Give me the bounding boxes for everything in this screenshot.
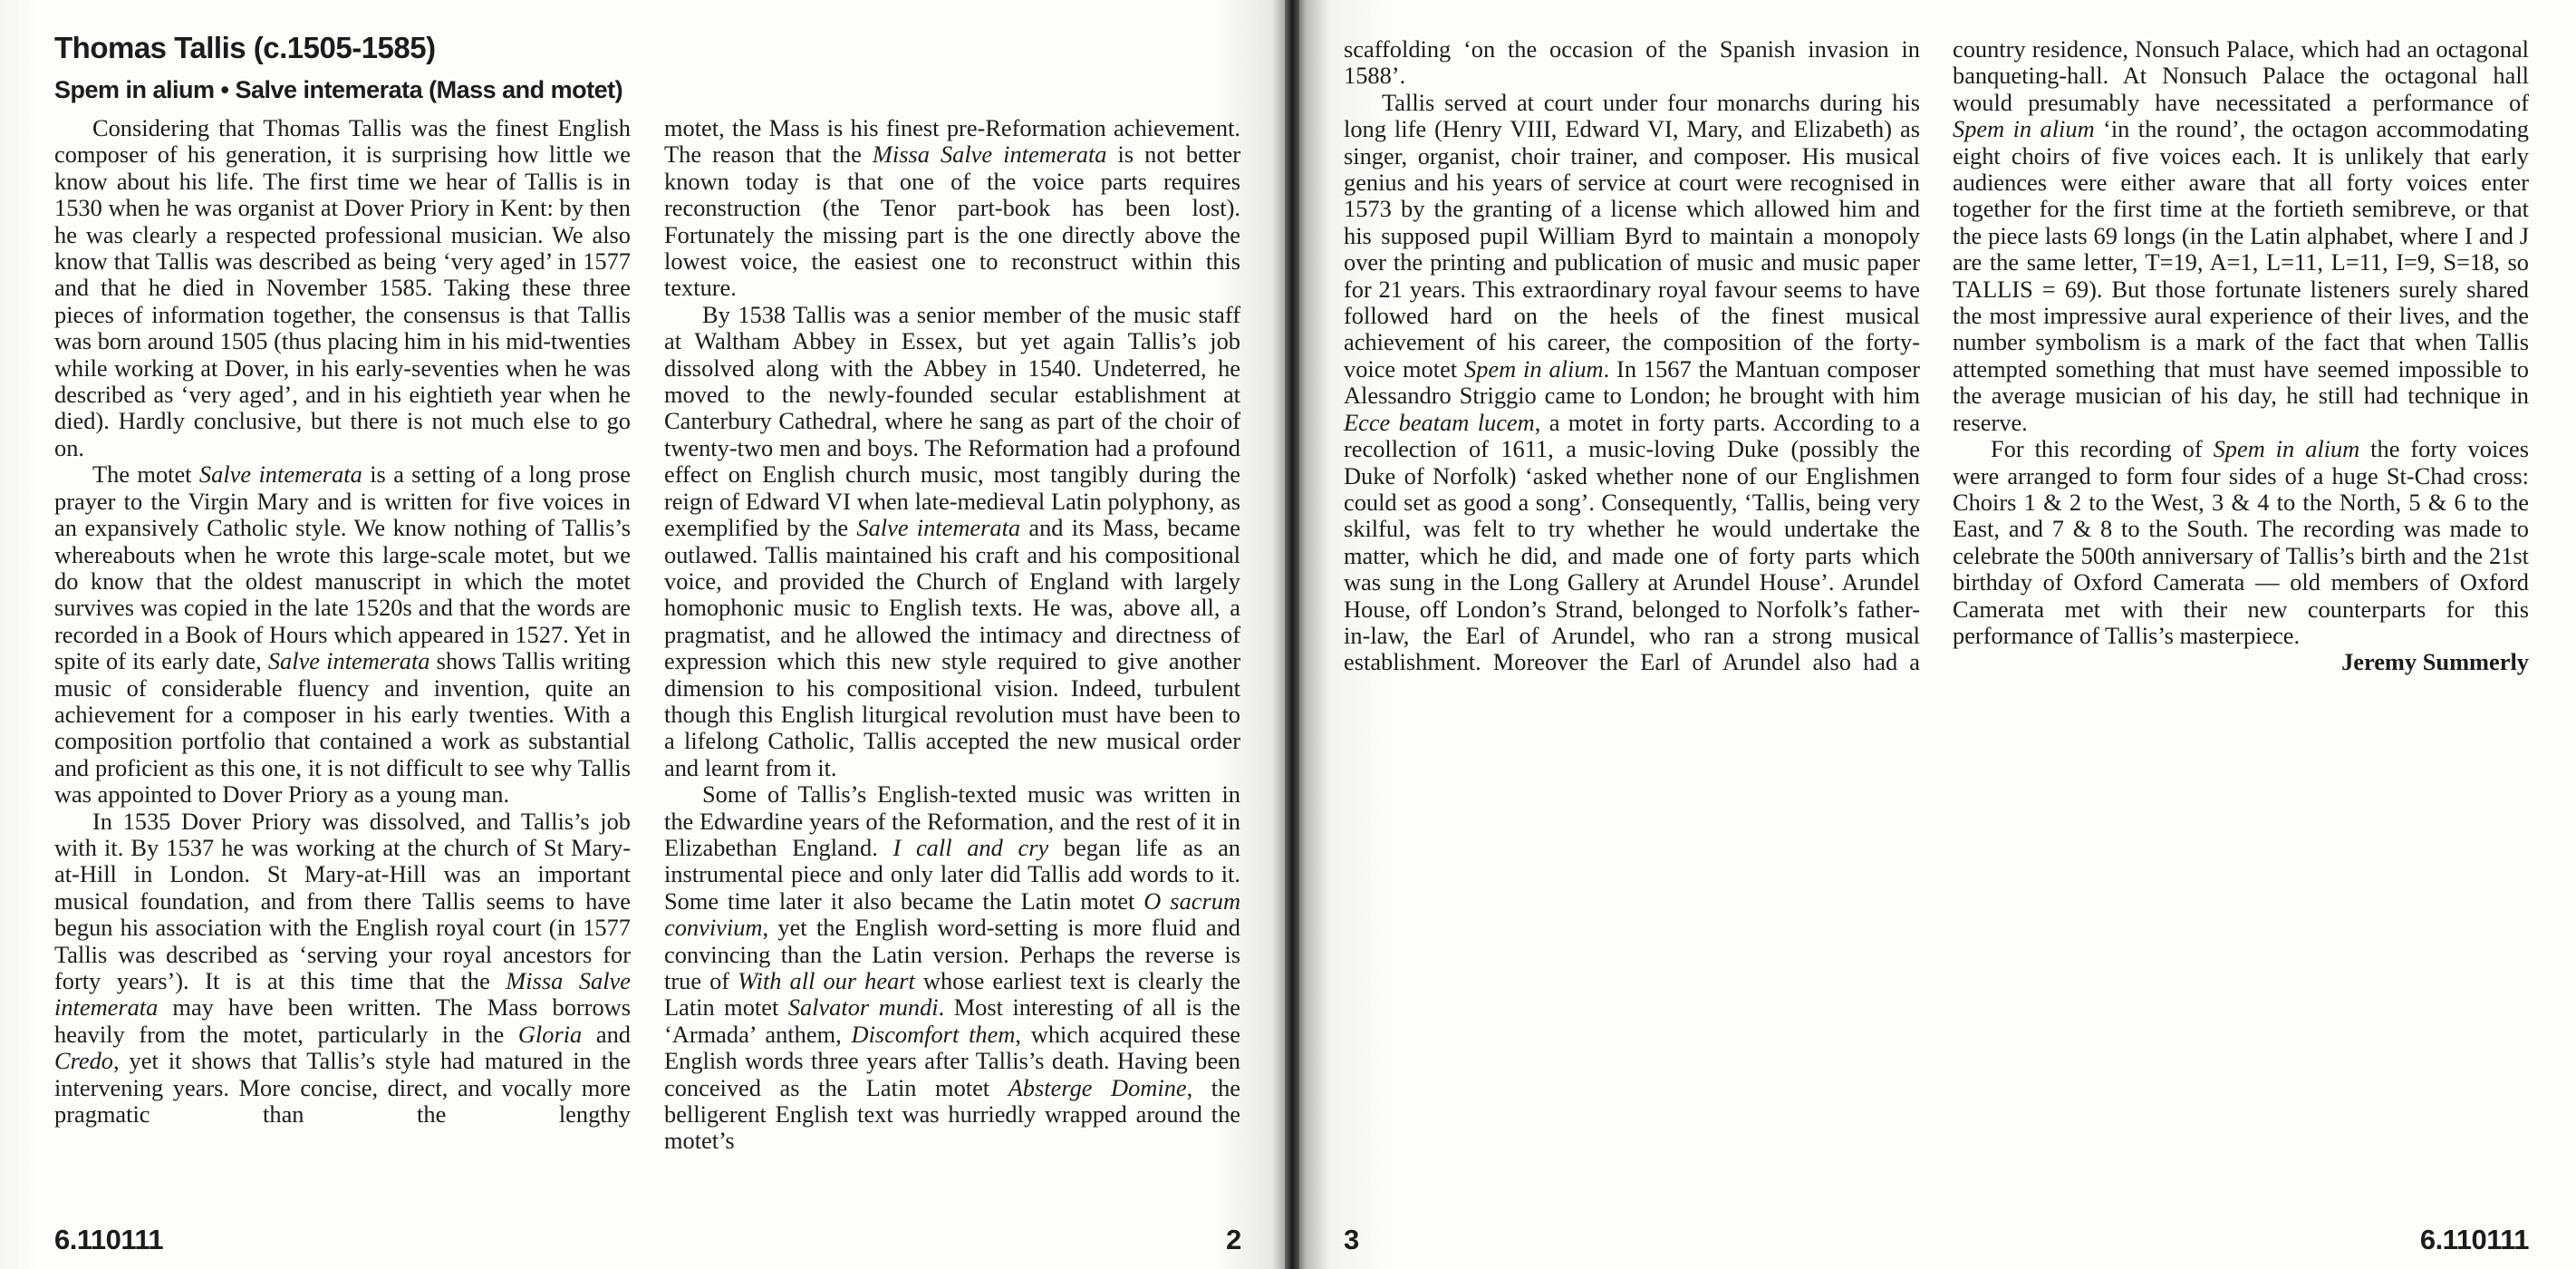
italic-title-text: Salve intemerata	[198, 460, 362, 489]
body-text: shows Tallis writing music of considerable fluency and invention, quite an achievement for a composer in his early twenties. With a composition portfolio that contained a work as substantial and proficient as this one, it is not difficult to see why Tallis was appointed to Dover Priory as a young man.	[54, 647, 631, 809]
body-text: the forty voices were arranged to form four sides of a huge St-Chad cross: Choirs 1 & 2 to the West, 3 & 4 to the North, 5 & 6 to the East, and 7 & 8 to the South. The recording was made to celebrate the 500th anniversary of Tallis’s birth and the 21st birthday of Oxford Camerata — old members of Oxford Camerata met with their new counterparts for this performance of Tallis’s masterpiece.	[1953, 435, 2529, 649]
text-column-4	[1953, 36, 2529, 676]
paragraph	[54, 809, 631, 1129]
body-text: , a motet in forty parts. According to a recollection of 1611, a music-loving Duke (possibly the Duke of Norfolk) ‘asked whether none of our Englishmen could set as good a song’. Consequently, ‘Tallis, being very skilful, was felt to try whether he would undertake the matter, which he did, and made one of forty parts which was sung in the Long Gallery at Arundel House’. Arundel House, off London’s Strand, belonged to Norfolk’s father-in-law, the Earl of Arundel, who ran a strong musical establishment. Moreover the Earl of Arundel also had a	[1344, 408, 1920, 676]
italic-title-text: Discomfort them	[851, 1020, 1016, 1048]
paragraph	[664, 115, 1240, 302]
text-column-3	[1344, 36, 1920, 676]
italic-title-text: With all our heart	[738, 967, 915, 994]
body-text: , yet it shows that Tallis’s style had matured in the intervening years. More concise, direct, and vocally more pragmatic than the lengthy	[54, 1047, 631, 1129]
body-text: Tallis served at court under four monarchs during his long life (Henry VIII, Edward VI, Mary, and Elizabeth) as singer, organist, choir trainer, and composer. His musical genius and his years of service at court were recognised in 1573 by the granting of a license which allowed him and his supposed pupil William Byrd to maintain a monopoly over the printing and publication of music and music paper for 21 years. This extraordinary royal favour seems to have followed hard on the heels of the finest musical achievement of his career, the composition of the forty-voice motet	[1344, 88, 1920, 383]
body-text: is not better known today is that one of the voice parts requires reconstruction (the Tenor part-book has been lost). Fortunately the missing part is the one directly above the lowest voice, the easiest one to reconstruct within this texture.	[664, 140, 1240, 302]
paragraph	[1344, 90, 1920, 676]
italic-title-text: Salvator mundi	[787, 993, 939, 1022]
body-text: and its Mass, became outlawed. Tallis maintained his craft and his compositional voice, and provided the Church of England with largely homophonic music to English texts. He was, above all, a pragmatist, and he allowed the intimacy and directness of expression which this new style required to give another dimension to his compositional vision. Indeed, turbulent though this English liturgical revolution must have been to a lifelong Catholic, Tallis accepted the new musical order and learnt from it.	[664, 514, 1241, 781]
body-text: . Most interesting of all is the ‘Armada’ anthem,	[664, 993, 1240, 1048]
page-subtitle: Spem in alium • Salve intemerata (Mass and motet)	[54, 76, 623, 103]
body-text: In 1535 Dover Priory was dissolved, and Tallis’s job with it. By 1537 he was working at the church of St Mary-at-Hill in London. St Mary-at-Hill was an important musical foundation, and from there Tallis seems to have begun his association with the English royal court (in 1577 Tallis was described as ‘serving your royal ancestors for forty years’). It is at this time that the	[54, 807, 631, 994]
body-text: began life as an instrumental piece and only later did Tallis add words to it. Some time later it also became the Latin motet	[664, 833, 1241, 915]
italic-title-text: Salve intemerata	[856, 514, 1021, 542]
booklet-spine-fold	[1285, 0, 1299, 1269]
paragraph	[664, 781, 1240, 1155]
body-text: country residence, Nonsuch Palace, which had an octagonal banqueting-hall. At Nonsuch Palace the octagonal hall would presumably have necessitated a performance of	[1953, 35, 2529, 116]
body-text: Some of Tallis’s English-texted music was written in the Edwardine years of the Reformation, and the rest of it in Elizabethan England.	[664, 780, 1240, 861]
author-signature: Jeremy Summerly	[2341, 648, 2529, 676]
italic-title-text: I call and cry	[892, 833, 1049, 861]
body-text: is a setting of a long prose prayer to the Virgin Mary and is written for five voices in an expansively Catholic style. We know nothing of Tallis’s whereabouts when he wrote this large-scale motet, but we do know that the oldest manuscript in which the motet survives was copied in the late 1520s and that the words are recorded in a Book of Hours which appeared in 1527. Yet in spite of its early date,	[54, 460, 632, 675]
page-title: Thomas Tallis (c.1505-1585)	[54, 31, 436, 64]
italic-title-text: Credo	[54, 1047, 113, 1075]
body-text: scaffolding ‘on the occasion of the Spanish invasion in 1588’.	[1344, 35, 1920, 90]
paragraph	[664, 302, 1240, 781]
body-text: , yet the English word-setting is more fluid and convincing than the Latin version. Perhaps the reverse is true of	[664, 914, 1240, 994]
italic-title-text: Spem in alium	[1953, 115, 2095, 143]
italic-title-text: Ecce beatam lucem	[1344, 408, 1535, 436]
body-text: By 1538 Tallis was a senior member of the music staff at Waltham Abbey in Essex, but yet again Tallis’s job dissolved along with the Abbey in 1540. Undeterred, he moved to the newly-founded secular establishment at Canterbury Cathedral, where he sang as part of the choir of twenty-two men and boys. The Reformation had a profound effect on English church music, most tangibly during the reign of Edward VI when late-medieval Latin polyphony, as exemplified by the	[664, 300, 1240, 542]
page-number-right: 3	[1344, 1224, 1359, 1255]
page-number-left: 2	[1226, 1224, 1241, 1255]
italic-title-text: Missa Salve intemerata	[872, 140, 1107, 169]
body-text: and	[582, 1020, 632, 1048]
body-text: may have been written. The Mass borrows heavily from the motet, particularly in the	[54, 993, 631, 1048]
paragraph	[54, 461, 631, 808]
body-text: For this recording of	[1991, 435, 2214, 463]
body-text: . In 1567 the Mantuan composer Alessandro Striggio came to London; he brought with him	[1344, 354, 1920, 410]
body-text: motet, the Mass is his finest pre-Reformation achievement. The reason that the	[664, 114, 1240, 169]
right-page	[1291, 0, 2576, 1269]
paragraph	[1344, 36, 1920, 90]
italic-title-text: Missa Salve intemerata	[54, 967, 631, 1022]
catalogue-number-left: 6.110111	[54, 1224, 164, 1255]
text-column-1	[54, 115, 631, 1128]
body-text: whose earliest text is clearly the Latin motet	[664, 967, 1240, 1022]
italic-title-text: Absterge Domine	[1008, 1073, 1187, 1101]
text-column-2	[664, 115, 1240, 1155]
italic-title-text: Salve intemerata	[267, 647, 430, 675]
body-text: , the belligerent English text was hurriedly wrapped around the motet’s	[664, 1073, 1241, 1155]
body-text: ‘in the round’, the octagon accommodating eight choirs of five voices each. It is unlikely that early audiences were either aware that all forty voices enter together for the first time at the fortieth semibreve, or that the piece lasts 69 longs (in the Latin alphabet, where I and J are the same letter, T=19, A=1, L=11, L=11, I=9, S=18, so TALLIS = 69). But those fortunate listeners surely shared the most impressive aural experience of their lives, and the number symbolism is a mark of the fact that when Tallis attempted something that must have seemed impossible to the average musician of his day, he still had technique in reserve.	[1953, 115, 2529, 436]
paragraph	[1953, 436, 2529, 649]
italic-title-text: Spem in alium	[1464, 354, 1604, 383]
paragraph	[1953, 36, 2529, 436]
italic-title-text: Gloria	[517, 1020, 583, 1048]
catalogue-number-right: 6.110111	[2419, 1224, 2529, 1255]
paragraph	[54, 115, 631, 461]
italic-title-text: Spem in alium	[2213, 435, 2360, 463]
body-text: The motet	[92, 460, 199, 489]
italic-title-text: O sacrum convivium	[664, 886, 1240, 942]
body-text: Considering that Thomas Tallis was the finest English composer of his generation, it is surprising how little we know about his life. The first time we hear of Tallis is in 1530 when he was organist at Dover Priory in Kent: by then he was clearly a respected professional musician. We also know that Tallis was described as being ‘very aged’ in 1577 and that he died in November 1585. Taking these three pieces of information together, the consensus is that Tallis was born around 1505 (thus placing him in his mid-twenties while working at Dover, in his early-seventies when he was described as ‘very aged’, and in his eightieth year when he died). Hardly conclusive, but there is not much else to go on.	[54, 114, 631, 461]
body-text: , which acquired these English words three years after Tallis’s death. Having been conceived as the Latin motet	[664, 1020, 1240, 1101]
